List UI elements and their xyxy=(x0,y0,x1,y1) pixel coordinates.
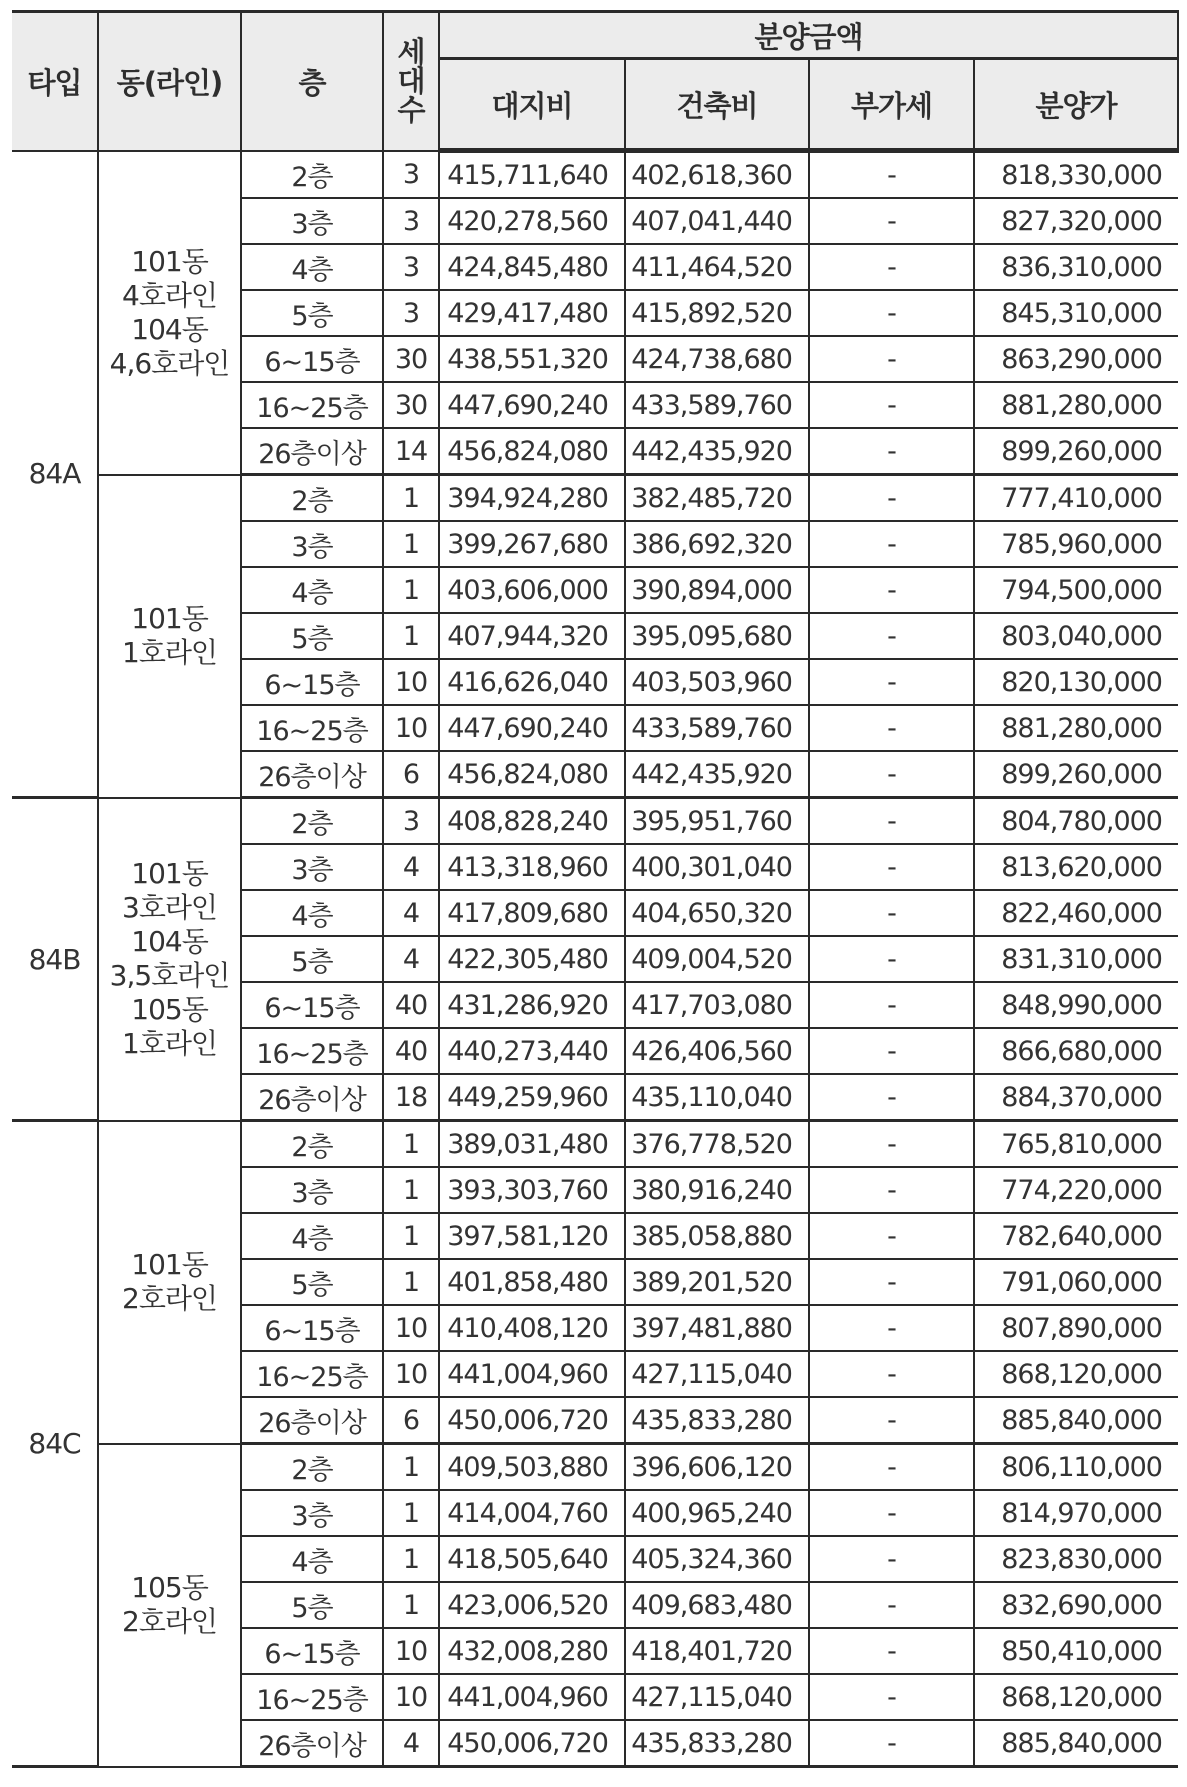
cell-floor: 5층 xyxy=(241,1259,383,1305)
cell-land-price: 394,924,280 xyxy=(439,475,625,522)
cell-land-price: 450,006,720 xyxy=(439,1397,625,1444)
cell-units: 10 xyxy=(383,1674,439,1720)
cell-total-price: 884,370,000 xyxy=(974,1074,1178,1121)
cell-land-price: 450,006,720 xyxy=(439,1720,625,1767)
cell-units: 40 xyxy=(383,1028,439,1074)
cell-building-price: 400,965,240 xyxy=(625,1490,809,1536)
cell-floor: 6~15층 xyxy=(241,659,383,705)
cell-floor: 3층 xyxy=(241,521,383,567)
cell-building-price: 389,201,520 xyxy=(625,1259,809,1305)
cell-units: 40 xyxy=(383,982,439,1028)
cell-building-price: 380,916,240 xyxy=(625,1167,809,1213)
header-vat: 부가세 xyxy=(809,59,974,151)
cell-land-price: 397,581,120 xyxy=(439,1213,625,1259)
cell-units: 3 xyxy=(383,290,439,336)
cell-floor: 16~25층 xyxy=(241,1351,383,1397)
cell-land-price: 401,858,480 xyxy=(439,1259,625,1305)
cell-land-price: 407,944,320 xyxy=(439,613,625,659)
cell-building-price: 424,738,680 xyxy=(625,336,809,382)
cell-total-price: 868,120,000 xyxy=(974,1674,1178,1720)
cell-total-price: 803,040,000 xyxy=(974,613,1178,659)
header-land: 대지비 xyxy=(439,59,625,151)
table-row xyxy=(12,475,1178,522)
cell-vat: - xyxy=(809,844,974,890)
cell-vat: - xyxy=(809,521,974,567)
cell-floor: 16~25층 xyxy=(241,382,383,428)
table-row xyxy=(12,1444,1178,1491)
cell-floor: 6~15층 xyxy=(241,1305,383,1351)
cell-units: 14 xyxy=(383,428,439,475)
cell-floor: 2층 xyxy=(241,798,383,845)
cell-building-price: 395,095,680 xyxy=(625,613,809,659)
cell-floor: 3층 xyxy=(241,844,383,890)
cell-total-price: 785,960,000 xyxy=(974,521,1178,567)
cell-vat: - xyxy=(809,475,974,522)
cell-vat: - xyxy=(809,659,974,705)
cell-land-price: 417,809,680 xyxy=(439,890,625,936)
cell-units: 3 xyxy=(383,198,439,244)
cell-vat: - xyxy=(809,1444,974,1491)
header-dong: 동(라인) xyxy=(98,12,241,151)
cell-land-price: 422,305,480 xyxy=(439,936,625,982)
cell-total-price: 885,840,000 xyxy=(974,1720,1178,1767)
cell-vat: - xyxy=(809,1490,974,1536)
cell-building-price: 382,485,720 xyxy=(625,475,809,522)
cell-floor: 2층 xyxy=(241,151,383,199)
cell-floor: 16~25층 xyxy=(241,1028,383,1074)
cell-building-price: 402,618,360 xyxy=(625,151,809,199)
cell-vat: - xyxy=(809,1536,974,1582)
cell-land-price: 438,551,320 xyxy=(439,336,625,382)
header-type: 타입 xyxy=(12,12,98,151)
cell-units: 10 xyxy=(383,1305,439,1351)
cell-total-price: 868,120,000 xyxy=(974,1351,1178,1397)
cell-floor: 6~15층 xyxy=(241,1628,383,1674)
cell-land-price: 456,824,080 xyxy=(439,428,625,475)
cell-total-price: 791,060,000 xyxy=(974,1259,1178,1305)
cell-building-price: 415,892,520 xyxy=(625,290,809,336)
cell-total-price: 827,320,000 xyxy=(974,198,1178,244)
cell-vat: - xyxy=(809,290,974,336)
cell-type: 84C xyxy=(12,1121,98,1767)
cell-units: 1 xyxy=(383,1121,439,1168)
cell-building-price: 400,301,040 xyxy=(625,844,809,890)
cell-vat: - xyxy=(809,1582,974,1628)
cell-floor: 4층 xyxy=(241,567,383,613)
cell-vat: - xyxy=(809,567,974,613)
cell-units: 10 xyxy=(383,1628,439,1674)
cell-dong-line: 101동 4호라인 104동 4,6호라인 xyxy=(98,151,241,475)
cell-vat: - xyxy=(809,1305,974,1351)
header-price-group: 분양금액 xyxy=(439,12,1178,59)
cell-total-price: 765,810,000 xyxy=(974,1121,1178,1168)
cell-vat: - xyxy=(809,244,974,290)
cell-building-price: 395,951,760 xyxy=(625,798,809,845)
cell-total-price: 774,220,000 xyxy=(974,1167,1178,1213)
cell-floor: 6~15층 xyxy=(241,336,383,382)
cell-building-price: 427,115,040 xyxy=(625,1674,809,1720)
cell-floor: 2층 xyxy=(241,475,383,522)
cell-building-price: 396,606,120 xyxy=(625,1444,809,1491)
cell-building-price: 435,833,280 xyxy=(625,1720,809,1767)
cell-building-price: 433,589,760 xyxy=(625,382,809,428)
cell-building-price: 433,589,760 xyxy=(625,705,809,751)
cell-building-price: 427,115,040 xyxy=(625,1351,809,1397)
cell-building-price: 442,435,920 xyxy=(625,428,809,475)
cell-land-price: 408,828,240 xyxy=(439,798,625,845)
cell-total-price: 820,130,000 xyxy=(974,659,1178,705)
cell-floor: 3층 xyxy=(241,1490,383,1536)
cell-units: 6 xyxy=(383,751,439,798)
cell-total-price: 881,280,000 xyxy=(974,382,1178,428)
cell-total-price: 777,410,000 xyxy=(974,475,1178,522)
cell-total-price: 850,410,000 xyxy=(974,1628,1178,1674)
cell-floor: 5층 xyxy=(241,290,383,336)
cell-land-price: 393,303,760 xyxy=(439,1167,625,1213)
cell-building-price: 409,004,520 xyxy=(625,936,809,982)
cell-floor: 6~15층 xyxy=(241,982,383,1028)
cell-vat: - xyxy=(809,751,974,798)
cell-floor: 4층 xyxy=(241,244,383,290)
cell-vat: - xyxy=(809,336,974,382)
cell-land-price: 416,626,040 xyxy=(439,659,625,705)
cell-land-price: 447,690,240 xyxy=(439,382,625,428)
cell-land-price: 415,711,640 xyxy=(439,151,625,199)
cell-total-price: 831,310,000 xyxy=(974,936,1178,982)
cell-total-price: 813,620,000 xyxy=(974,844,1178,890)
cell-units: 4 xyxy=(383,1720,439,1767)
cell-land-price: 423,006,520 xyxy=(439,1582,625,1628)
cell-total-price: 832,690,000 xyxy=(974,1582,1178,1628)
cell-total-price: 863,290,000 xyxy=(974,336,1178,382)
cell-land-price: 420,278,560 xyxy=(439,198,625,244)
cell-units: 3 xyxy=(383,244,439,290)
cell-vat: - xyxy=(809,798,974,845)
cell-floor: 3층 xyxy=(241,198,383,244)
cell-total-price: 899,260,000 xyxy=(974,428,1178,475)
table-header xyxy=(12,12,1178,151)
cell-dong-line: 101동 1호라인 xyxy=(98,475,241,798)
cell-units: 1 xyxy=(383,613,439,659)
cell-floor: 26층이상 xyxy=(241,751,383,798)
cell-units: 6 xyxy=(383,1397,439,1444)
cell-vat: - xyxy=(809,428,974,475)
cell-land-price: 418,505,640 xyxy=(439,1536,625,1582)
cell-total-price: 899,260,000 xyxy=(974,751,1178,798)
cell-total-price: 822,460,000 xyxy=(974,890,1178,936)
cell-total-price: 836,310,000 xyxy=(974,244,1178,290)
cell-vat: - xyxy=(809,1121,974,1168)
cell-total-price: 782,640,000 xyxy=(974,1213,1178,1259)
cell-units: 30 xyxy=(383,382,439,428)
cell-building-price: 405,324,360 xyxy=(625,1536,809,1582)
cell-type: 84A xyxy=(12,151,98,798)
table-row xyxy=(12,798,1178,845)
cell-floor: 2층 xyxy=(241,1444,383,1491)
cell-floor: 16~25층 xyxy=(241,1674,383,1720)
cell-land-price: 414,004,760 xyxy=(439,1490,625,1536)
header-units xyxy=(383,12,439,151)
cell-building-price: 435,833,280 xyxy=(625,1397,809,1444)
cell-building-price: 385,058,880 xyxy=(625,1213,809,1259)
cell-vat: - xyxy=(809,705,974,751)
cell-units: 3 xyxy=(383,151,439,199)
cell-dong-line: 105동 2호라인 xyxy=(98,1444,241,1767)
table-row xyxy=(12,1121,1178,1168)
cell-total-price: 794,500,000 xyxy=(974,567,1178,613)
cell-units: 1 xyxy=(383,1213,439,1259)
cell-vat: - xyxy=(809,382,974,428)
cell-vat: - xyxy=(809,1351,974,1397)
cell-vat: - xyxy=(809,1628,974,1674)
cell-units: 1 xyxy=(383,1444,439,1491)
cell-vat: - xyxy=(809,1397,974,1444)
cell-vat: - xyxy=(809,1674,974,1720)
cell-floor: 4층 xyxy=(241,1213,383,1259)
cell-vat: - xyxy=(809,613,974,659)
cell-floor: 26층이상 xyxy=(241,428,383,475)
cell-floor: 16~25층 xyxy=(241,705,383,751)
cell-units: 1 xyxy=(383,1582,439,1628)
cell-building-price: 390,894,000 xyxy=(625,567,809,613)
sale-price-table xyxy=(12,10,1179,1768)
cell-vat: - xyxy=(809,936,974,982)
cell-floor: 5층 xyxy=(241,936,383,982)
cell-vat: - xyxy=(809,1167,974,1213)
cell-total-price: 866,680,000 xyxy=(974,1028,1178,1074)
cell-land-price: 441,004,960 xyxy=(439,1351,625,1397)
header-building: 건축비 xyxy=(625,59,809,151)
cell-total-price: 818,330,000 xyxy=(974,151,1178,199)
cell-land-price: 410,408,120 xyxy=(439,1305,625,1351)
cell-vat: - xyxy=(809,1028,974,1074)
cell-units: 18 xyxy=(383,1074,439,1121)
cell-land-price: 429,417,480 xyxy=(439,290,625,336)
cell-units: 1 xyxy=(383,521,439,567)
cell-units: 4 xyxy=(383,844,439,890)
cell-total-price: 845,310,000 xyxy=(974,290,1178,336)
cell-building-price: 411,464,520 xyxy=(625,244,809,290)
cell-building-price: 376,778,520 xyxy=(625,1121,809,1168)
cell-total-price: 881,280,000 xyxy=(974,705,1178,751)
cell-type: 84B xyxy=(12,798,98,1121)
cell-building-price: 404,650,320 xyxy=(625,890,809,936)
cell-vat: - xyxy=(809,151,974,199)
header-total: 분양가 xyxy=(974,59,1178,151)
cell-units: 1 xyxy=(383,475,439,522)
cell-floor: 4층 xyxy=(241,1536,383,1582)
cell-dong-line: 101동 3호라인 104동 3,5호라인 105동 1호라인 xyxy=(98,798,241,1121)
cell-total-price: 848,990,000 xyxy=(974,982,1178,1028)
cell-vat: - xyxy=(809,1074,974,1121)
cell-land-price: 403,606,000 xyxy=(439,567,625,613)
cell-floor: 3층 xyxy=(241,1167,383,1213)
cell-land-price: 431,286,920 xyxy=(439,982,625,1028)
cell-building-price: 417,703,080 xyxy=(625,982,809,1028)
cell-vat: - xyxy=(809,982,974,1028)
cell-land-price: 399,267,680 xyxy=(439,521,625,567)
cell-total-price: 814,970,000 xyxy=(974,1490,1178,1536)
cell-units: 4 xyxy=(383,890,439,936)
cell-units: 4 xyxy=(383,936,439,982)
cell-units: 10 xyxy=(383,1351,439,1397)
cell-floor: 26층이상 xyxy=(241,1720,383,1767)
cell-land-price: 409,503,880 xyxy=(439,1444,625,1491)
cell-building-price: 397,481,880 xyxy=(625,1305,809,1351)
cell-building-price: 403,503,960 xyxy=(625,659,809,705)
cell-vat: - xyxy=(809,1213,974,1259)
table-body xyxy=(12,151,1178,1767)
cell-floor: 2층 xyxy=(241,1121,383,1168)
cell-units: 30 xyxy=(383,336,439,382)
cell-land-price: 440,273,440 xyxy=(439,1028,625,1074)
cell-building-price: 409,683,480 xyxy=(625,1582,809,1628)
cell-building-price: 386,692,320 xyxy=(625,521,809,567)
cell-land-price: 413,318,960 xyxy=(439,844,625,890)
cell-land-price: 447,690,240 xyxy=(439,705,625,751)
cell-floor: 26층이상 xyxy=(241,1397,383,1444)
cell-units: 1 xyxy=(383,1490,439,1536)
cell-units: 1 xyxy=(383,1167,439,1213)
cell-land-price: 456,824,080 xyxy=(439,751,625,798)
cell-vat: - xyxy=(809,890,974,936)
cell-land-price: 441,004,960 xyxy=(439,1674,625,1720)
cell-total-price: 806,110,000 xyxy=(974,1444,1178,1491)
header-floor: 층 xyxy=(241,12,383,151)
cell-units: 1 xyxy=(383,567,439,613)
cell-land-price: 449,259,960 xyxy=(439,1074,625,1121)
cell-land-price: 424,845,480 xyxy=(439,244,625,290)
cell-building-price: 407,041,440 xyxy=(625,198,809,244)
cell-floor: 26층이상 xyxy=(241,1074,383,1121)
cell-vat: - xyxy=(809,1720,974,1767)
cell-dong-line: 101동 2호라인 xyxy=(98,1121,241,1444)
cell-units: 3 xyxy=(383,798,439,845)
cell-units: 1 xyxy=(383,1536,439,1582)
header-units-label: 세 대 수 xyxy=(397,34,425,127)
cell-building-price: 418,401,720 xyxy=(625,1628,809,1674)
cell-units: 10 xyxy=(383,659,439,705)
cell-vat: - xyxy=(809,198,974,244)
cell-building-price: 426,406,560 xyxy=(625,1028,809,1074)
cell-floor: 4층 xyxy=(241,890,383,936)
table-row xyxy=(12,151,1178,199)
price-table-container xyxy=(12,10,1179,1768)
cell-floor: 5층 xyxy=(241,613,383,659)
cell-land-price: 389,031,480 xyxy=(439,1121,625,1168)
cell-building-price: 435,110,040 xyxy=(625,1074,809,1121)
cell-total-price: 823,830,000 xyxy=(974,1536,1178,1582)
cell-floor: 5층 xyxy=(241,1582,383,1628)
cell-land-price: 432,008,280 xyxy=(439,1628,625,1674)
cell-vat: - xyxy=(809,1259,974,1305)
cell-units: 10 xyxy=(383,705,439,751)
cell-units: 1 xyxy=(383,1259,439,1305)
cell-total-price: 807,890,000 xyxy=(974,1305,1178,1351)
cell-total-price: 804,780,000 xyxy=(974,798,1178,845)
cell-building-price: 442,435,920 xyxy=(625,751,809,798)
cell-total-price: 885,840,000 xyxy=(974,1397,1178,1444)
